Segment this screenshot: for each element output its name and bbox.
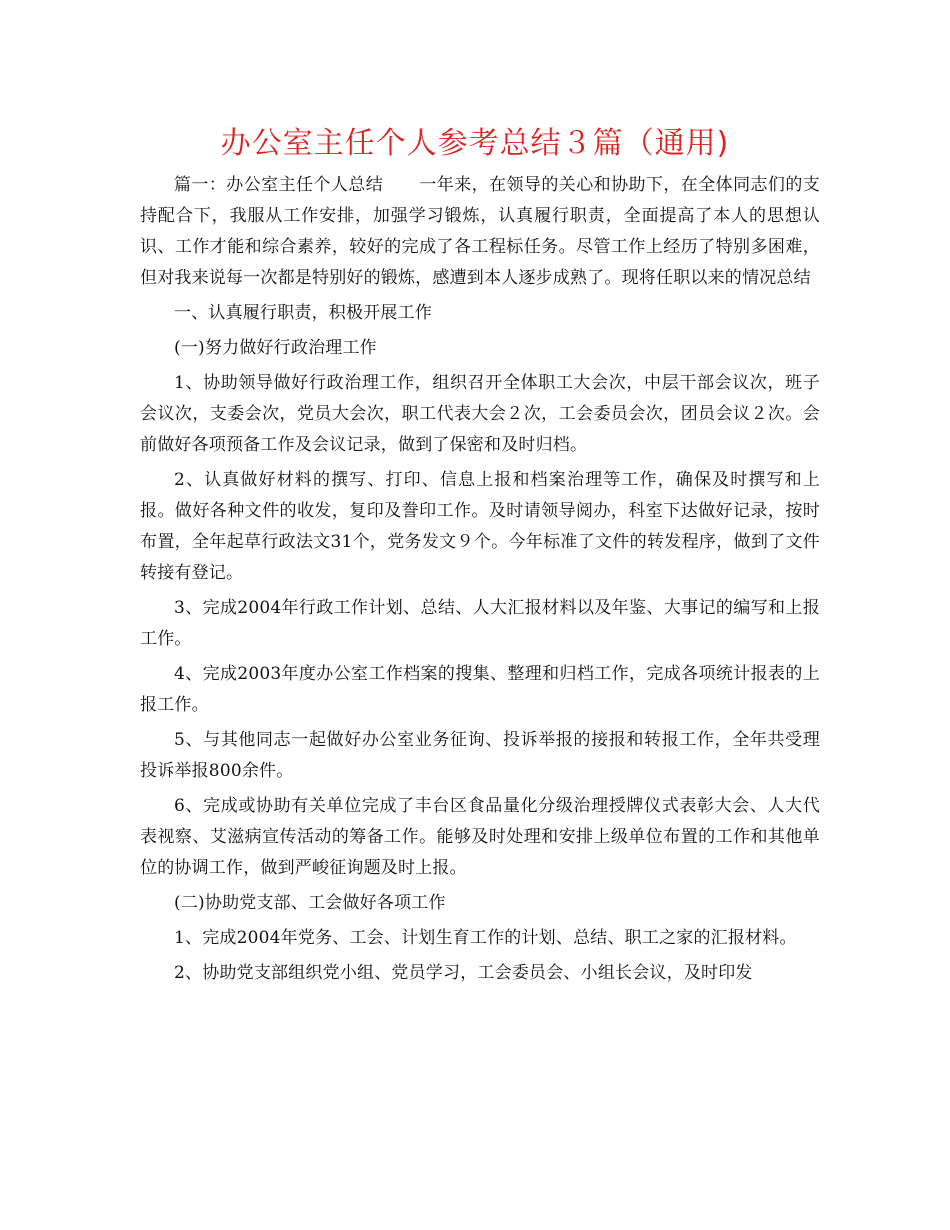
section-heading-1: 一、认真履行职责，积极开展工作 (174, 303, 432, 323)
body-paragraph: 5、与其他同志一起做好办公室业务征询、投诉举报的接报和转报工作，全年共受理投诉举报800余件。 (140, 730, 820, 781)
body-paragraph: 6、完成或协助有关单位完成了丰台区食品量化分级治理授牌仪式表彰大会、人大代表视察、艾滋病宣传活动的筹备工作。能够及时处理和安排上级单位布置的工作和其他单位的协调工作，做到严峻征询题及时上报。 (140, 796, 820, 878)
document-title: 办公室主任个人参考总结３篇（通用) (220, 126, 730, 161)
subsection-heading-1: (一)努力做好行政治理工作 (174, 338, 377, 358)
body-paragraph: 2、协助党支部组织党小组、党员学习，工会委员会、小组长会议，及时印发 (174, 963, 753, 983)
intro-paragraph (140, 170, 820, 294)
body-paragraph: 3、完成2004年行政工作计划、总结、人大汇报材料以及年鉴、大事记的编写和上报工作。 (140, 598, 820, 649)
body-paragraph: 2、认真做好材料的撰写、打印、信息上报和档案治理等工作，确保及时撰写和上报。做好各种文件的收发，复印及誊印工作。及时请领导阅办，科室下达做好记录，按时布置，全年起草行政法文31个，党务发文９个。今年标准了文件的转发程序，做到了文件转接有登记。 (140, 470, 820, 583)
intro-label: 篇一：办公室主任个人总结 (174, 175, 384, 195)
body-paragraph: 1、协助领导做好行政治理工作，组织召开全体职工大会次，中层干部会议次，班子会议次，支委会次，党员大会次，职工代表大会２次，工会委员会次，团员会议２次。会前做好各项预备工作及会议记录，做到了保密和及时归档。 (140, 373, 820, 455)
intro-text: 一年来，在领导的关心和协助下，在全体同志们的支持配合下，我服从工作安排，加强学习锻炼，认真履行职责，全面提高了本人的思想认识、工作才能和综合素养，较好的完成了各工程标任务。尽管工作上经历了特别多困难，但对我来说每一次都是特别好的锻炼，感遭到本人逐步成熟了。现将任职以来的情况总结 (140, 175, 820, 288)
body-paragraph: 4、完成2003年度办公室工作档案的搜集、整理和归档工作，完成各项统计报表的上报工作。 (140, 664, 820, 715)
body-paragraph: 1、完成2004年党务、工会、计划生育工作的计划、总结、职工之家的汇报材料。 (174, 928, 797, 948)
subsection-heading-2: (二)协助党支部、工会做好各项工作 (174, 893, 446, 913)
document-body (140, 170, 820, 989)
